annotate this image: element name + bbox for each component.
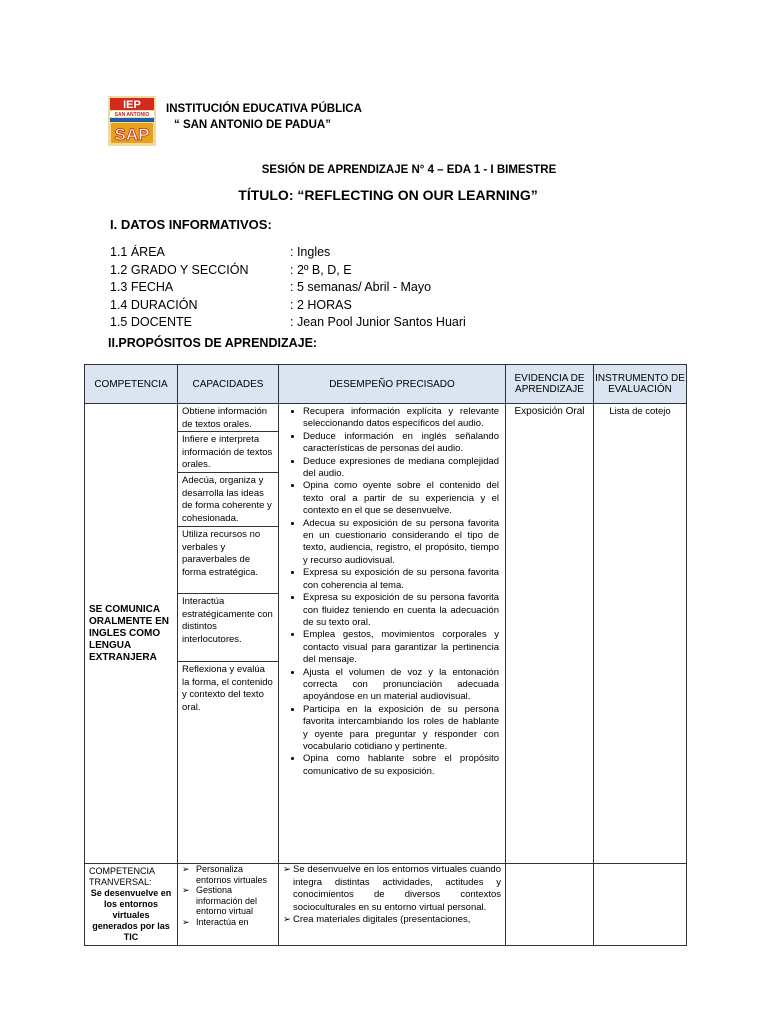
table-row-transversal xyxy=(85,864,687,946)
transversal-name: Se desenvuelve en los entornos virtuales generados por las TIC xyxy=(90,888,172,942)
desempenos-cell xyxy=(279,404,506,864)
institution-name xyxy=(166,101,362,133)
info-label: 1.1 ÁREA xyxy=(110,245,165,259)
capacidad-item: Utiliza recursos no verbales y paraverbales de forma estratégica. xyxy=(178,527,278,594)
capacidades-cell xyxy=(178,404,279,864)
header-evidencia: EVIDENCIA DE APRENDIZAJE xyxy=(506,365,594,404)
info-label: 1.4 DURACIÓN xyxy=(110,297,198,312)
svg-text:IEP: IEP xyxy=(123,99,141,111)
info-row xyxy=(110,297,466,315)
document-title: TÍTULO: “REFLECTING ON OUR LEARNING” xyxy=(238,187,538,203)
info-value: : Jean Pool Junior Santos Huari xyxy=(290,315,466,329)
session-heading: SESIÓN DE APRENDIZAJE N° 4 – EDA 1 - I BIMESTRE xyxy=(261,164,557,176)
info-row xyxy=(110,314,466,332)
desempenos-list xyxy=(279,404,505,780)
list-item: • Participa en la exposición de su persona favorita intercambiando los roles de hablante y oyente para preguntar y responder con vocabulario cotidiano y pertinente. xyxy=(303,704,499,754)
header-desempeno: DESEMPEÑO PRECISADO xyxy=(279,365,506,404)
purposes-table xyxy=(84,364,687,946)
section2-heading: II.PROPÓSITOS DE APRENDIZAJE: xyxy=(108,336,318,350)
transversal-desempenos-cell xyxy=(279,864,506,946)
institution-line2: “ SAN ANTONIO DE PADUA” xyxy=(174,119,331,131)
capacidad-item: Infiere e interpreta información de textos orales. xyxy=(178,432,278,473)
list-item: • Expresa su exposición de su persona favorita con coherencia al tema. xyxy=(303,567,499,592)
info-value: : 2 HORAS xyxy=(290,297,352,312)
info-label: 1.5 DOCENTE xyxy=(110,315,192,329)
list-item: • Opina como hablante sobre el propósito comunicativo de su exposición. xyxy=(303,753,499,778)
info-value: : 5 semanas/ Abril - Mayo xyxy=(290,280,432,294)
list-item: • Adecua su exposición de su persona favorita en un cuestionario considerando el tipo de texto, audiencia, registro, el propósito, tiempo y recurso audiovisual. xyxy=(303,518,499,568)
list-item: • Ajusta el volumen de voz y la entonación correcta con pronunciación adecuada apoyándose en un material audiovisual. xyxy=(303,667,499,704)
table-row xyxy=(85,404,687,864)
transversal-desempenos-list xyxy=(279,864,505,927)
info-list xyxy=(110,244,466,332)
list-item: ➢ Crea materiales digitales (presentaciones, xyxy=(283,914,501,927)
list-item: ➢ Se desenvuelve en los entornos virtuales cuando integra distintas actividades, actitudes y conocimientos de diversos contextos socioculturales en su entorno virtual personal. xyxy=(283,864,501,914)
list-item: ➢ Gestiona información del entorno virtual xyxy=(182,885,275,917)
transversal-instrumento-cell xyxy=(594,864,687,946)
info-row xyxy=(110,244,466,262)
capacidad-item: Obtiene información de textos orales. xyxy=(178,404,278,432)
info-value: : Ingles xyxy=(290,245,331,259)
section1-heading: I. DATOS INFORMATIVOS: xyxy=(110,217,272,232)
info-row xyxy=(110,279,466,297)
capacidad-item: Adecúa, organiza y desarrolla las ideas de forma coherente y cohesionada. xyxy=(178,473,278,527)
transversal-capacidades-cell xyxy=(178,864,279,946)
list-item: • Recupera información explícita y relevante seleccionando datos específicos del audio. xyxy=(303,406,499,431)
instrumento-cell: Lista de cotejo xyxy=(594,404,687,864)
evidencia-cell: Exposición Oral xyxy=(506,404,594,864)
list-item: ➢ Personaliza entornos virtuales xyxy=(182,864,275,885)
table-header-row xyxy=(85,365,687,404)
list-item: • Deduce expresiones de mediana complejidad del audio. xyxy=(303,456,499,481)
transversal-capacidades-list xyxy=(178,864,278,927)
svg-text:SAP: SAP xyxy=(114,125,150,144)
school-logo xyxy=(108,96,156,146)
capacidad-item: Reflexiona y evalúa la forma, el contenido y contexto del texto oral. xyxy=(182,664,273,713)
list-item: ➢ Interactúa en xyxy=(182,917,275,928)
list-item: • Emplea gestos, movimientos corporales y contacto visual para garantizar la pertinencia del mensaje. xyxy=(303,629,499,666)
transversal-label: COMPETENCIA TRANVERSAL: xyxy=(89,866,155,887)
info-label: 1.2 GRADO Y SECCIÓN xyxy=(110,262,249,277)
header-instrumento: INSTRUMENTO DE EVALUACIÓN xyxy=(594,365,687,404)
competencia-cell: SE COMUNICA ORALMENTE EN INGLES COMO LENGUA EXTRANJERA xyxy=(85,404,178,864)
info-label: 1.3 FECHA xyxy=(110,280,174,294)
header-competencia: COMPETENCIA xyxy=(85,365,178,404)
svg-text:SAN ANTONIO: SAN ANTONIO xyxy=(114,112,150,118)
transversal-competencia-cell xyxy=(85,864,178,946)
info-row xyxy=(110,262,466,280)
list-item: • Deduce información en inglés señalando características de personas del audio. xyxy=(303,431,499,456)
list-item: • Opina como oyente sobre el contenido del texto oral a partir de su experiencia y el contexto en el que se desenvuelve. xyxy=(303,480,499,517)
capacidad-item: Interactúa estratégicamente con distintos interlocutores. xyxy=(178,594,278,662)
institution-line1: INSTITUCIÓN EDUCATIVA PÚBLICA xyxy=(166,103,362,115)
transversal-evidencia-cell xyxy=(506,864,594,946)
list-item: • Expresa su exposición de su persona favorita con fluidez teniendo en cuenta la adecuación de su texto oral. xyxy=(303,592,499,629)
header-capacidades: CAPACIDADES xyxy=(178,365,279,404)
info-value: : 2º B, D, E xyxy=(290,262,352,277)
